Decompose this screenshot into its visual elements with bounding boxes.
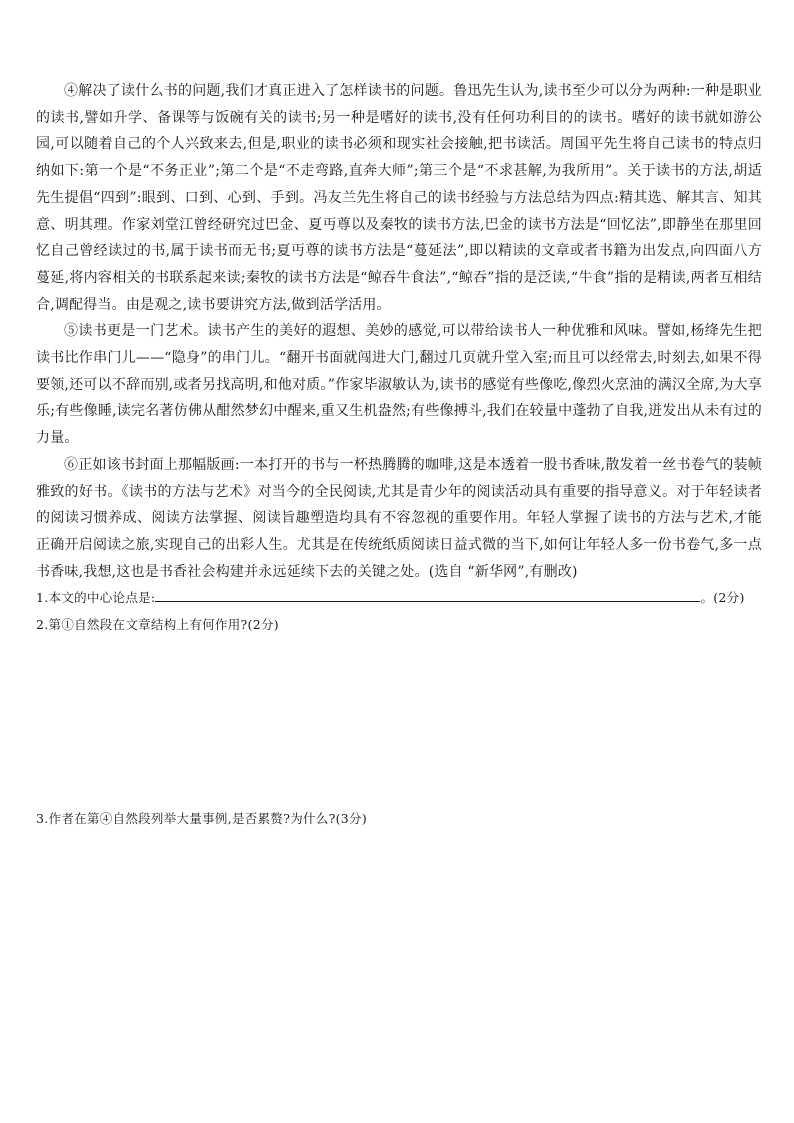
- exam-page: [36, 78, 762, 982]
- paragraph-4: ④解决了读什么书的问题,我们才真正进入了怎样读书的问题。鲁迅先生认为,读书至少可以分为两种:一种是职业的读书,譬如升学、备课等与饭碗有关的读书;另一种是嗜好的读书,没有任何功利目的的读书。嗜好的读书就如游公园,可以随着自己的个人兴致来去,但是,职业的读书必须和现实社会接触,把书读活。周国平先生将自己读书的特点归纳如下:第一个是“不务正业”;第二个是“不走弯路,直奔大师”;第三个是“不求甚解,为我所用”。关于读书的方法,胡适先生提倡“四到”:眼到、口到、心到、手到。冯友兰先生将自己的读书经验与方法总结为四点:精其选、解其言、知其意、明其理。作家刘堂江曾经研究过巴金、夏丏尊以及秦牧的读书方法,巴金的读书方法是“回忆法”,即静坐在那里回忆自己曾经读过的书,属于读书而无书;夏丏尊的读书方法是“蔓延法”,即以精读的文章或者书籍为出发点,向四面八方蔓延,将内容相关的书联系起来读;秦牧的读书方法是“鲸吞牛食法”,“鲸吞”指的是泛读,“牛食”指的是精读,两者互相结合,调配得当。由是观之,读书要讲究方法,做到活学活用。: [36, 83, 762, 313]
- question-1-prefix: 1.本文的中心论点是:: [36, 590, 156, 606]
- paragraph-6: ⑥正如该书封面上那幅版画:一本打开的书与一杯热腾腾的咖啡,这是本透着一股书香味,散发着一丝书卷气的装帧雅致的好书。《读书的方法与艺术》对当今的全民阅读,尤其是青少年的阅读活动具有重要的指导意义。对于年轻读者的阅读习惯养成、阅读方法掌握、阅读旨趣塑造均具有不容忽视的重要作用。年轻人掌握了读书的方法与艺术,才能正确开启阅读之旅,实现自己的出彩人生。尤其是在传统纸质阅读日益式微的当下,如何让年轻人多一份书卷气,多一点书香味,我想,这也是书香社会构建并永远延续下去的关键之处。(选自 “新华网”,有删改): [36, 456, 762, 580]
- question-2: 2.第①自然段在文章结构上有何作用?(2分): [36, 617, 279, 633]
- question-1-suffix: 。(2分): [700, 590, 745, 606]
- question-3: 3.作者在第④自然段列举大量事例,是否累赘?为什么?(3分): [36, 810, 368, 826]
- question-1: [36, 585, 762, 612]
- paragraph-5: ⑤读书更是一门艺术。读书产生的美好的遐想、美妙的感觉,可以带给读书人一种优雅和风味。譬如,杨绛先生把读书比作串门儿——“隐身”的串门儿。“翻开书面就闯进大门,翻过几页就升堂入室;而且可以经常去,时刻去,如果不得要领,还可以不辞而别,或者另找高明,和他对质。”作家毕淑敏认为,读书的感觉有些像吃,像烈火烹油的满汉全席,为大享乐;有些像睡,读完名著仿佛从酣然梦幻中醒来,重又生机盎然;有些像搏斗,我们在较量中蓬勃了自我,迸发出从未有过的力量。: [36, 323, 762, 447]
- question-2-answer-area[interactable]: [36, 639, 762, 806]
- question-1-answer-blank[interactable]: [155, 587, 700, 602]
- question-3-answer-area[interactable]: [36, 832, 762, 982]
